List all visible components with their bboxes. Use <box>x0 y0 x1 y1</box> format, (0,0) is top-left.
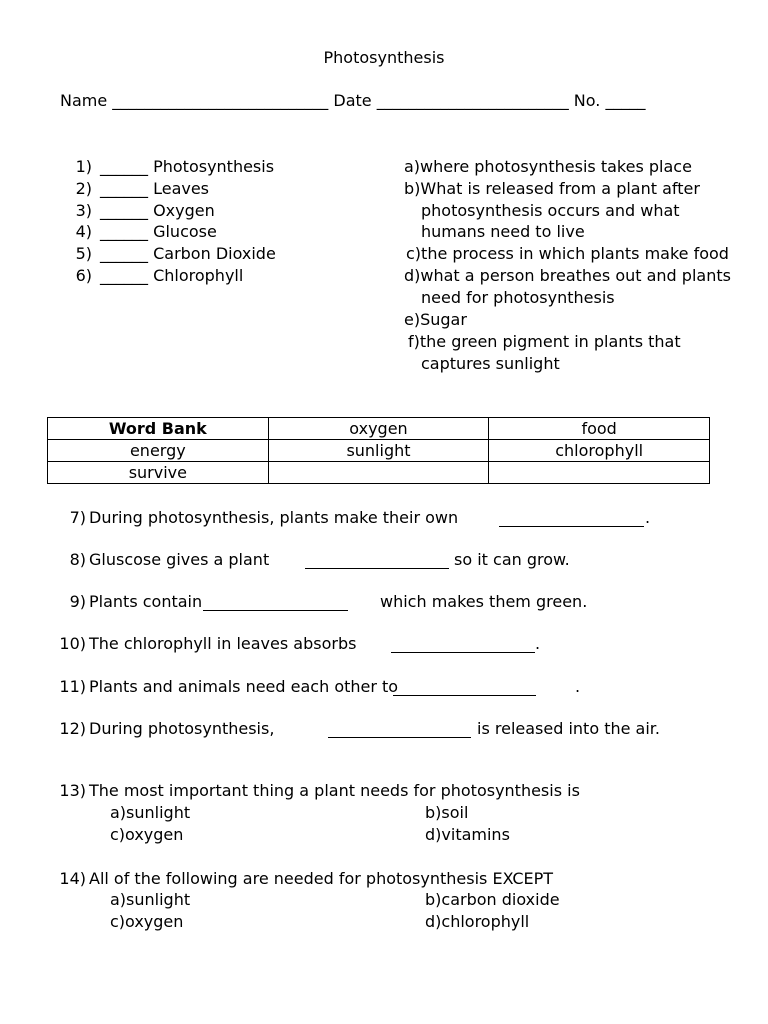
term-number: 3) <box>75 201 92 220</box>
question-number: 8) <box>69 550 86 569</box>
term-number: 2) <box>75 179 92 198</box>
word-bank-heading: Word Bank <box>48 418 269 440</box>
question-text: The chlorophyll in leaves absorbs <box>89 634 357 653</box>
term-number: 1) <box>75 157 92 176</box>
word-bank-word: sunlight <box>268 440 489 462</box>
question-text: During photosynthesis, plants make their own <box>89 508 459 527</box>
question-end: which makes them green. <box>380 592 588 611</box>
name-date-number-line: Name ___________________________ Date ________________________ No. _____ <box>60 91 646 110</box>
answer-blank[interactable] <box>499 510 644 527</box>
question-text: The most important thing a plant needs for photosynthesis is <box>89 781 580 800</box>
definition-f-continued: captures sunlight <box>421 354 560 373</box>
definition-f: f)the green pigment in plants that <box>408 332 681 351</box>
question-text: During photosynthesis, <box>89 719 275 738</box>
question-text: Gluscose gives a plant <box>89 550 270 569</box>
definition-b-continued: humans need to live <box>421 222 585 241</box>
word-bank-word: oxygen <box>268 418 489 440</box>
option-a: a)sunlight <box>110 890 191 909</box>
answer-blank[interactable] <box>203 594 348 611</box>
answer-blank[interactable] <box>305 552 449 569</box>
definition-b: b)What is released from a plant after <box>404 179 700 198</box>
option-c: c)oxygen <box>110 825 184 844</box>
question-number: 13) <box>59 781 86 800</box>
question-number: 11) <box>59 677 86 696</box>
word-bank-empty-cell <box>489 462 710 484</box>
worksheet-title: Photosynthesis <box>323 48 445 67</box>
definition-e: e)Sugar <box>404 310 467 329</box>
option-d: d)chlorophyll <box>425 912 530 931</box>
question-number: 9) <box>69 592 86 611</box>
term-line: ______ Chlorophyll <box>100 266 244 285</box>
question-end: . <box>645 508 651 527</box>
answer-blank[interactable] <box>393 679 536 696</box>
definition-b-continued: photosynthesis occurs and what <box>421 201 680 220</box>
question-text: Plants and animals need each other to <box>89 677 399 696</box>
option-a: a)sunlight <box>110 803 191 822</box>
option-b: b)soil <box>425 803 469 822</box>
answer-blank[interactable] <box>391 636 535 653</box>
term-number: 6) <box>75 266 92 285</box>
option-c: c)oxygen <box>110 912 184 931</box>
question-number: 12) <box>59 719 86 738</box>
term-line: ______ Leaves <box>100 179 210 198</box>
option-d: d)vitamins <box>425 825 510 844</box>
question-number: 14) <box>59 869 86 888</box>
term-line: ______ Oxygen <box>100 201 215 220</box>
word-bank-empty-cell <box>268 462 489 484</box>
word-bank-word: survive <box>48 462 269 484</box>
word-bank-word: energy <box>48 440 269 462</box>
term-line: ______ Photosynthesis <box>100 157 275 176</box>
definition-c: c)the process in which plants make food <box>406 244 729 263</box>
option-b: b)carbon dioxide <box>425 890 560 909</box>
question-number: 10) <box>59 634 86 653</box>
definition-d: d)what a person breathes out and plants <box>404 266 731 285</box>
question-end: . <box>535 634 541 653</box>
question-text: Plants contain <box>89 592 203 611</box>
definition-a: a)where photosynthesis takes place <box>404 157 692 176</box>
question-end: . <box>575 677 581 696</box>
word-bank-word: chlorophyll <box>489 440 710 462</box>
term-number: 4) <box>75 222 92 241</box>
answer-blank[interactable] <box>328 721 471 738</box>
question-end: is released into the air. <box>477 719 660 738</box>
term-line: ______ Glucose <box>100 222 217 241</box>
term-number: 5) <box>75 244 92 263</box>
word-bank-table <box>47 417 710 484</box>
definition-d-continued: need for photosynthesis <box>421 288 615 307</box>
word-bank-word: food <box>489 418 710 440</box>
question-text: All of the following are needed for photosynthesis EXCEPT <box>89 869 554 888</box>
term-line: ______ Carbon Dioxide <box>100 244 276 263</box>
question-end: so it can grow. <box>454 550 570 569</box>
question-number: 7) <box>69 508 86 527</box>
